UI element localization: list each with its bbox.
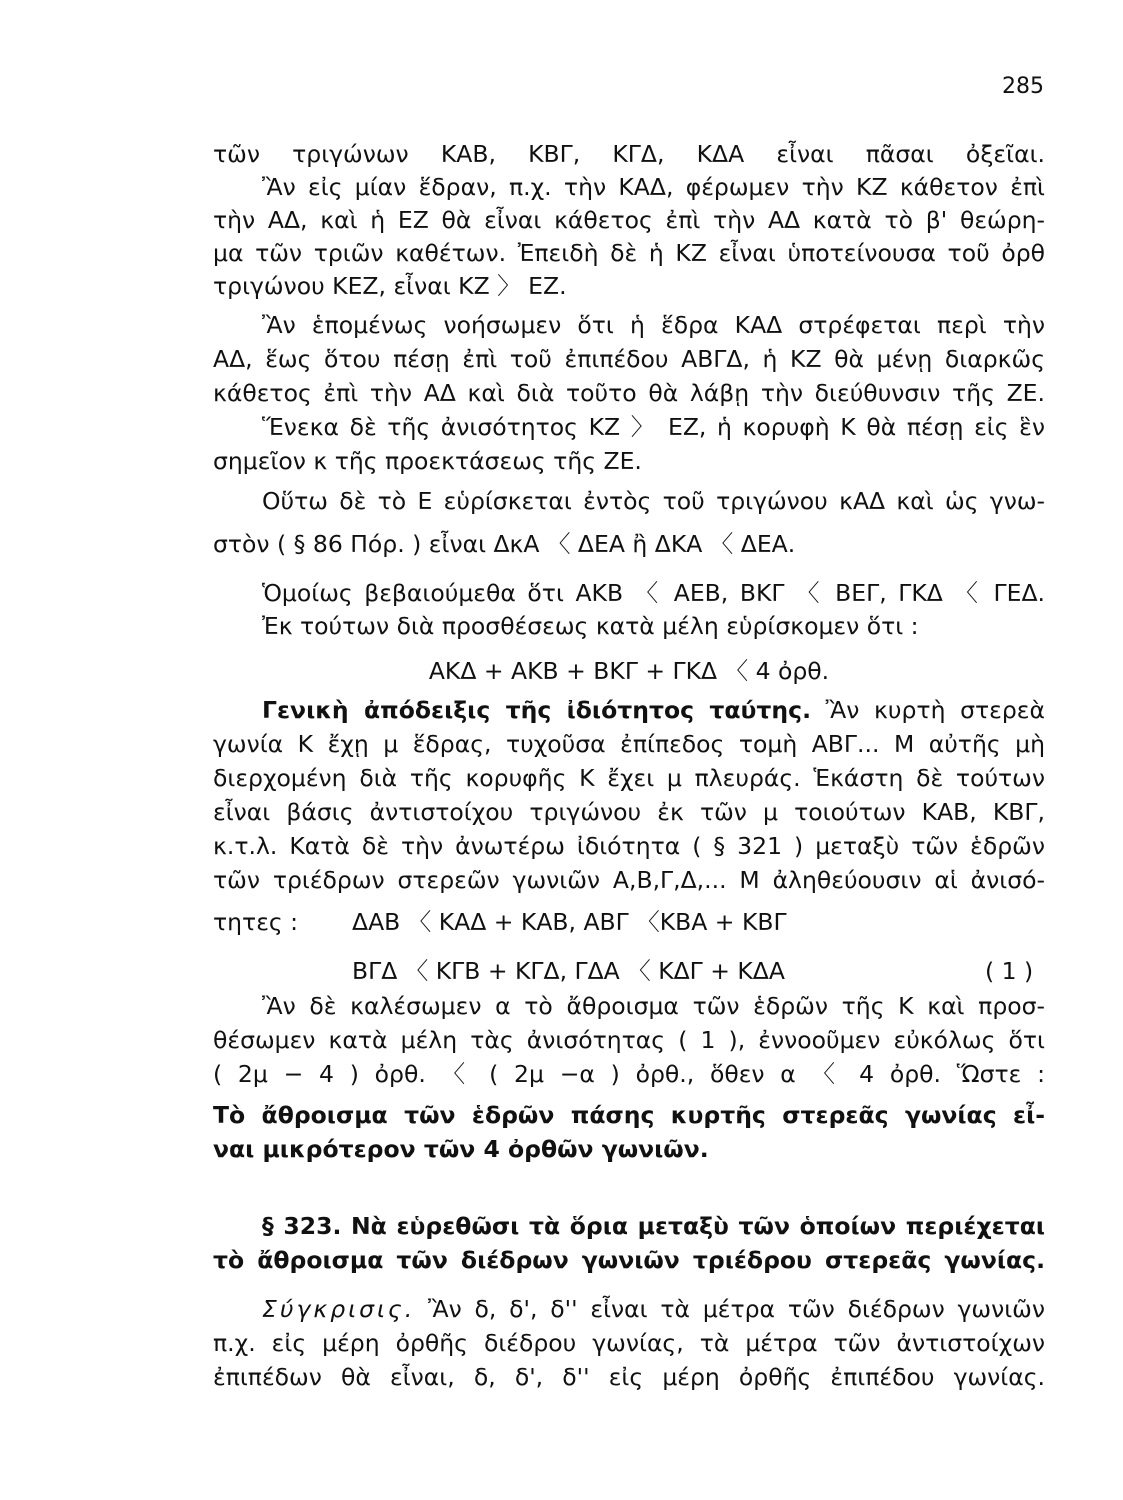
general-proof-title: Γενικὴ ἀπόδειξις τῆς ἰδιότητος ταύτης. xyxy=(262,696,811,724)
section-text-line xyxy=(262,1293,1045,1325)
text-line: Ἐκ τούτων διὰ προσθέσεως κατὰ μέλη εὑρίσκομεν ὅτι : xyxy=(262,612,919,640)
text-line: τὴν ΑΔ, καὶ ἡ ΕΖ θὰ εἶναι κάθετος ἐπὶ τὴν ΑΔ κατὰ τὸ β' θεώρη- xyxy=(213,206,1045,234)
section-text-line: π.χ. εἰς μέρη ὀρθῆς διέδρου γωνίας, τὰ μέτρα τῶν ἀντιστοίχων xyxy=(213,1329,1045,1357)
text-line: στὸν ( § 86 Πόρ. ) εἶναι ΔκΑ 〈 ΔΕΑ ἢ ΔΚΑ 〈 ΔΕΑ. xyxy=(213,530,796,558)
inequality-line-1: ΔΑΒ 〈 ΚΑΔ + ΚΑΒ, ΑΒΓ 〈ΚΒΑ + ΚΒΓ xyxy=(352,908,787,936)
text-line: κάθετος ἐπὶ τὴν ΑΔ καὶ διὰ τοῦτο θὰ λάβῃ τὴν διεύθυνσιν τῆς ΖΕ. xyxy=(213,379,1045,407)
text-line: γωνία Κ ἔχῃ μ ἕδρας, τυχοῦσα ἐπίπεδος τομὴ ΑΒΓ... Μ αὐτῆς μὴ xyxy=(213,730,1045,758)
section-text-line: ἐπιπέδων θὰ εἶναι, δ, δ', δ'' εἰς μέρη ὀρθῆς ἐπιπέδου γωνίας. xyxy=(213,1363,1045,1391)
general-proof-first-line xyxy=(262,694,1045,726)
conclusion-line: ναι μικρότερον τῶν 4 ὀρθῶν γωνιῶν. xyxy=(213,1135,709,1163)
conclusion-line: Τὸ ἄθροισμα τῶν ἑδρῶν πάσης κυρτῆς στερεᾶς γωνίας εἶ- xyxy=(213,1101,1045,1129)
inequality-line-2: ΒΓΔ 〈 ΚΓΒ + ΚΓΔ, ΓΔΑ 〈 ΚΔΓ + ΚΔΑ xyxy=(352,957,785,985)
text-line: Οὕτω δὲ τὸ Ε εὑρίσκεται ἐντὸς τοῦ τριγώνου κΑΔ καὶ ὡς γνω- xyxy=(262,487,1045,515)
text-line: τῶν τριγώνων ΚΑΒ, ΚΒΓ, ΚΓΔ, ΚΔΑ εἶναι πᾶσαι ὀξεῖαι. xyxy=(213,140,1045,168)
text-line: Ὁμοίως βεβαιούμεθα ὅτι ΑΚΒ 〈 ΑΕΒ, ΒΚΓ 〈 ΒΕΓ, ΓΚΔ 〈 ΓΕΔ. xyxy=(262,579,1045,607)
equation-number: ( 1 ) xyxy=(985,957,1034,985)
section-heading: § 323. Νὰ εὑρεθῶσι τὰ ὅρια μεταξὺ τῶν ὁποίων περιέχεται xyxy=(262,1212,1045,1240)
text-line: εἶναι βάσις ἀντιστοίχου τριγώνου ἐκ τῶν μ τοιούτων ΚΑΒ, ΚΒΓ, xyxy=(213,798,1045,826)
spaced-term: Σύγκρισις. xyxy=(262,1295,416,1323)
text-line: ( 2μ − 4 ) ὀρθ. 〈 ( 2μ −α ) ὀρθ., ὅθεν α 〈 4 ὀρθ. Ὥστε : xyxy=(213,1060,1045,1088)
text-line: τῶν τριέδρων στερεῶν γωνιῶν Α,Β,Γ,Δ,... Μ ἀληθεύουσιν αἱ ἀνισό- xyxy=(213,866,1045,894)
text-line: Ἂν ἑπομένως νοήσωμεν ὅτι ἡ ἕδρα ΚΑΔ στρέφεται περὶ τὴν xyxy=(262,311,1045,339)
section-heading: τὸ ἄθροισμα τῶν διέδρων γωνιῶν τριέδρου στερεᾶς γωνίας. xyxy=(213,1246,1045,1274)
text-line: Ἂν δὲ καλέσωμεν α τὸ ἄθροισμα τῶν ἑδρῶν τῆς Κ καὶ προσ- xyxy=(262,992,1045,1020)
text-line: κ.τ.λ. Κατὰ δὲ τὴν ἀνωτέρω ἰδιότητα ( § 321 ) μεταξὺ τῶν ἑδρῶν xyxy=(213,832,1045,860)
text-line: ΑΔ, ἕως ὅτου πέσῃ ἐπὶ τοῦ ἐπιπέδου ΑΒΓΔ, ἡ ΚΖ θὰ μένῃ διαρκῶς xyxy=(213,345,1045,373)
section-line-rest: Ἂν δ, δ', δ'' εἶναι τὰ μέτρα τῶν διέδρων γωνιῶν xyxy=(427,1295,1045,1323)
page-number: 285 xyxy=(1002,74,1044,99)
text-line: σημεῖον κ τῆς προεκτάσεως τῆς ΖΕ. xyxy=(213,447,642,475)
text-line: τριγώνου ΚΕΖ, εἶναι ΚΖ 〉 ΕΖ. xyxy=(213,272,567,300)
text-line: θέσωμεν κατὰ μέλη τὰς ἀνισότητας ( 1 ), ἐννοοῦμεν εὐκόλως ὅτι xyxy=(213,1026,1045,1054)
text-line: μα τῶν τριῶν καθέτων. Ἐπειδὴ δὲ ἡ ΚΖ εἶναι ὑποτείνουσα τοῦ ὀρθ xyxy=(213,239,1045,267)
general-proof-first-line-rest: Ἂν κυρτὴ στερεὰ xyxy=(825,696,1045,724)
text-line: Ἕνεκα δὲ τῆς ἀνισότητος ΚΖ 〉 ΕΖ, ἡ κορυφὴ Κ θὰ πέσῃ εἰς ἓν xyxy=(262,413,1045,441)
text-line: διερχομένη διὰ τῆς κορυφῆς Κ ἔχει μ πλευράς. Ἑκάστη δὲ τούτων xyxy=(213,764,1045,792)
inequalities-label: τητες : xyxy=(213,908,299,936)
text-line: Ἂν εἰς μίαν ἕδραν, π.χ. τὴν ΚΑΔ, φέρωμεν τὴν ΚΖ κάθετον ἐπὶ xyxy=(262,173,1045,201)
formula-line: ΑΚΔ + ΑΚΒ + ΒΚΓ + ΓΚΔ 〈 4 ὀρθ. xyxy=(428,657,830,685)
